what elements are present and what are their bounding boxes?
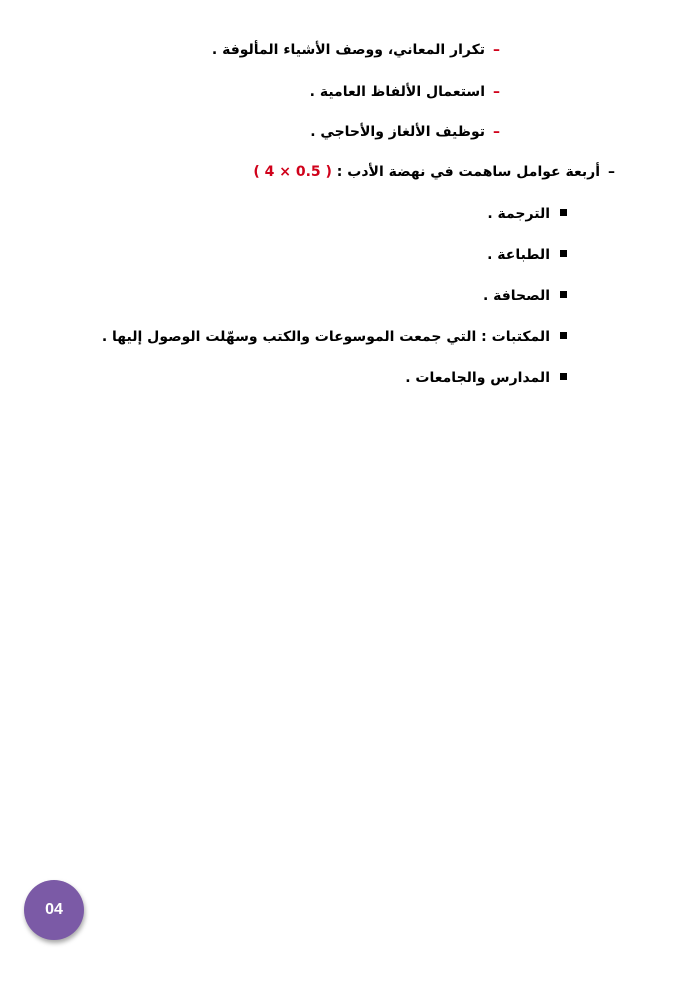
dash-marker: – [493, 124, 500, 140]
bullet-item [405, 368, 567, 388]
score-label: ( 4 × 0.5 ) [253, 164, 332, 180]
square-bullet-icon [560, 250, 567, 257]
item-text: الترجمة . [487, 206, 550, 222]
heading-text: أربعة عوامل ساهمت في نهضة الأدب : [331, 164, 600, 180]
square-bullet-icon [560, 373, 567, 380]
page-number-badge [24, 880, 84, 940]
square-bullet-icon [560, 209, 567, 216]
item-text: استعمال الألفاظ العامية . [309, 84, 485, 100]
item-text: المكتبات : التي جمعت الموسوعات والكتب وسهّلت الوصول إليها . [101, 329, 550, 345]
item-text: الطباعة . [487, 247, 550, 263]
bullet-item [102, 327, 567, 347]
bullet-item [487, 204, 567, 224]
square-bullet-icon [560, 332, 567, 339]
bullet-item [487, 245, 567, 265]
item-text: تكرار المعاني، ووصف الأشياء المألوفة . [211, 42, 485, 58]
dash-marker: – [608, 164, 615, 180]
section-heading [253, 162, 615, 182]
item-text: توظيف الألغاز والأحاجي . [310, 124, 485, 140]
dash-marker: – [493, 42, 500, 58]
list-item [310, 122, 500, 142]
item-text: الصحافة . [482, 288, 550, 304]
item-text: المدارس والجامعات . [405, 370, 550, 386]
bullet-item [483, 286, 567, 306]
page-number: 04 [45, 901, 63, 918]
dash-marker: – [493, 84, 500, 100]
list-item [212, 40, 500, 60]
square-bullet-icon [560, 291, 567, 298]
list-item [310, 82, 500, 102]
